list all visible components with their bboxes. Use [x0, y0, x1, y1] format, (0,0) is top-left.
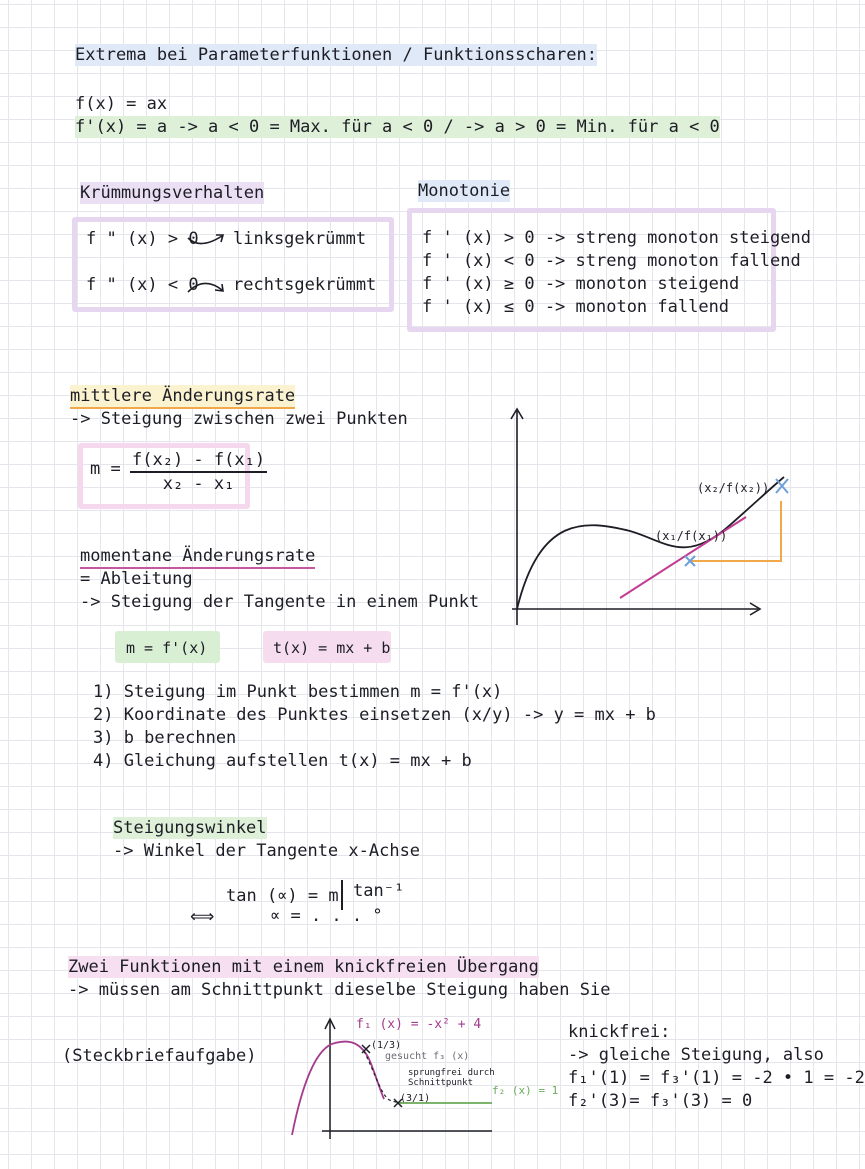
graph-point1-label: (x₁/f(x₁))	[655, 529, 728, 543]
kruemmung-row2-label: rechtsgekrümmt	[233, 275, 377, 295]
winkel-sub: -> Winkel der Tangente x-Achse	[113, 841, 421, 861]
monotonie-line: f ' (x) ≤ 0 -> monoton fallend	[422, 297, 730, 317]
kruemmung-heading: Krümmungsverhalten	[80, 183, 265, 203]
equivalence-arrow-icon: ⟺	[190, 907, 215, 927]
convex-arrow-icon	[186, 232, 226, 248]
extrema-derivative: f'(x) = a -> a < 0 = Max. für a < 0 / -> a > 0 = Min. für a < 0	[75, 117, 720, 137]
extrema-function: f(x) = ax	[75, 94, 168, 114]
winkel-formula2: ∝ = . . . °	[270, 906, 383, 926]
kruemmung-row2-expr: f " (x) < 0	[86, 275, 199, 295]
monotonie-line: f ' (x) < 0 -> streng monoton fallend	[422, 251, 801, 271]
y-axis	[325, 1019, 335, 1139]
knickfrei-heading: knickfrei:	[568, 1022, 671, 1042]
winkel-formula1: tan (∝) = m	[226, 886, 339, 906]
steckbrief-label: (Steckbriefaufgabe)	[62, 1046, 257, 1066]
fraction-numerator: f(x₂) - f(x₁)	[130, 449, 267, 473]
f2-label: f₂ (x) = 1	[492, 1084, 559, 1097]
concave-arrow-icon	[186, 278, 226, 294]
step-item: 3) b berechnen	[93, 728, 237, 748]
mittlere-heading: mittlere Änderungsrate	[70, 385, 295, 409]
winkel-heading: Steigungswinkel	[113, 818, 267, 838]
knick-heading: Zwei Funktionen mit einem knickfreien Übergang	[68, 957, 539, 977]
step-item: 1) Steigung im Punkt bestimmen m = f'(x)	[93, 682, 503, 702]
step-item: 2) Koordinate des Punktes einsetzen (x/y) -> y = mx + b	[93, 705, 656, 725]
kruemmung-row1-expr: f " (x) > 0	[86, 229, 199, 249]
page-title: Extrema bei Parameterfunktionen / Funktionsscharen:	[75, 45, 597, 65]
mittlere-m-label: m =	[90, 459, 121, 479]
f1-parabola	[292, 1042, 384, 1135]
momentane-heading: momentane Änderungsrate	[80, 545, 315, 569]
knickfrei-line2: f₁'(1) = f₃'(1) = -2 • 1 = -2	[568, 1068, 865, 1088]
point13-label: (1/3)	[371, 1040, 402, 1051]
mittlere-sub: -> Steigung zwischen zwei Punkten	[70, 409, 408, 429]
momentane-line2: -> Steigung der Tangente in einem Punkt	[80, 592, 480, 612]
graph-point2-label: (x₂/f(x₂))	[697, 481, 770, 495]
function-curve	[517, 477, 784, 609]
knickfrei-line1: -> gleiche Steigung, also	[568, 1045, 824, 1065]
fraction-denominator: x₂ - x₁	[162, 474, 235, 494]
monotonie-heading: Monotonie	[418, 181, 511, 201]
monotonie-line: f ' (x) ≥ 0 -> monoton steigend	[422, 274, 740, 294]
f1-label: f₁ (x) = -x² + 4	[356, 1017, 482, 1032]
mittlere-fraction	[130, 449, 267, 495]
x-axis	[512, 603, 760, 615]
step-item: 4) Gleichung aufstellen t(x) = mx + b	[93, 751, 472, 771]
formula-t: t(x) = mx + b	[273, 639, 391, 657]
knickfrei-line3: f₂'(3)= f₃'(3) = 0	[568, 1091, 753, 1111]
gesucht-label: gesucht f₃ (x)	[385, 1051, 470, 1062]
momentane-line1: = Ableitung	[80, 569, 193, 589]
monotonie-line: f ' (x) > 0 -> streng monoton steigend	[422, 228, 811, 248]
winkel-inverse: tan⁻¹	[353, 881, 405, 901]
tangent-graph	[500, 405, 790, 630]
point2-cross-icon	[776, 479, 788, 493]
sprungfrei-label: sprungfrei durch Schnittpunkt	[408, 1068, 495, 1088]
knick-sub: -> müssen am Schnittpunkt dieselbe Steigung haben Sie	[68, 980, 611, 1000]
point31-label: (3/1)	[400, 1093, 431, 1104]
kruemmung-row1-label: linksgekrümmt	[233, 229, 367, 249]
formula-m: m = f'(x)	[126, 639, 208, 657]
